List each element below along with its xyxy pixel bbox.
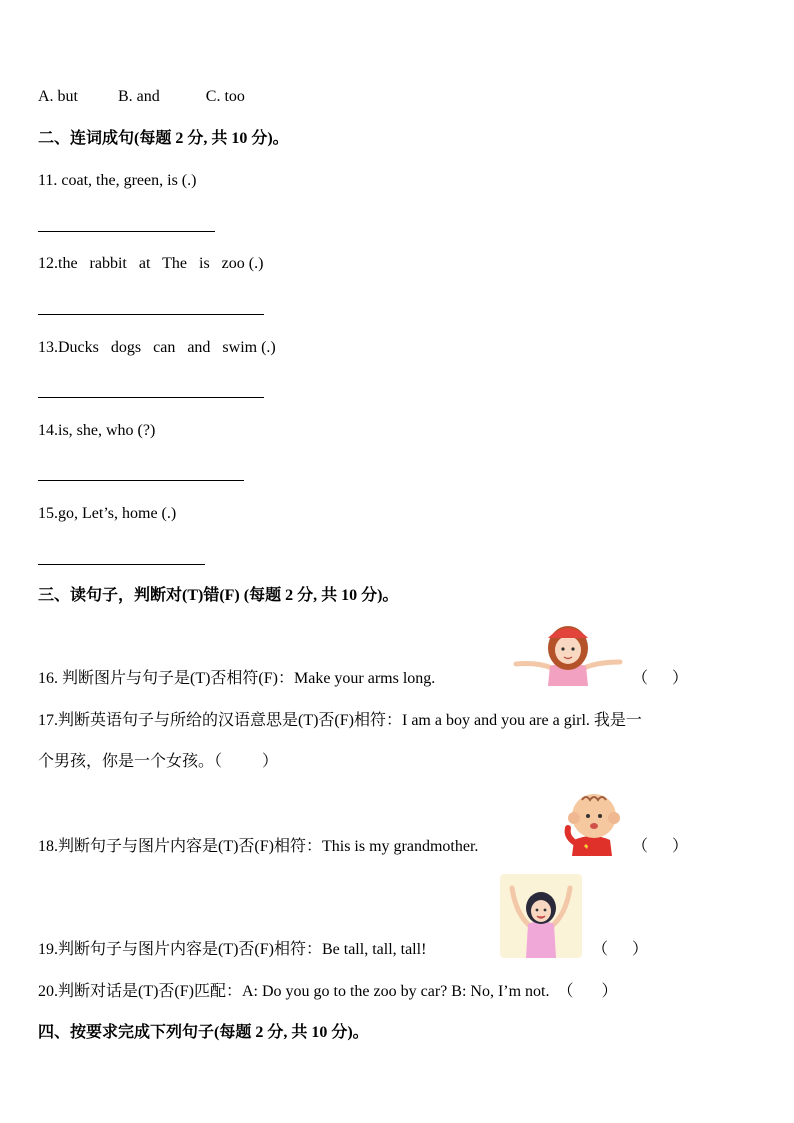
girl-arms-out-icon	[512, 622, 624, 688]
options-line	[38, 86, 245, 108]
option-c: C. too	[205, 88, 245, 105]
question-12: 12.the rabbit at The is zoo (.)	[38, 255, 264, 272]
answer-paren-18[interactable]: （ ）	[632, 838, 689, 855]
girl-arms-up-icon	[500, 874, 582, 958]
answer-blank-17[interactable]	[222, 751, 262, 773]
question-14: 14.is, she, who (?)	[38, 422, 156, 439]
question-19: 19.判断句子与图片内容是(T)否(F)相符：Be tall, tall, tall!	[38, 941, 427, 958]
answer-line-15[interactable]	[38, 564, 205, 565]
question-11: 11. coat, the, green, is (.)	[38, 172, 197, 189]
question-20: 20.判断对话是(T)否(F)匹配：A: Do you go to the zoo by car? B: No, I’m not. （ ）	[38, 983, 618, 1000]
option-a: A. but	[38, 88, 78, 105]
option-b: B. and	[118, 88, 160, 105]
question-18: 18.判断句子与图片内容是(T)否(F)相符：This is my grandmother.	[38, 838, 479, 855]
answer-line-13[interactable]	[38, 397, 264, 398]
answer-paren-19[interactable]: （ ）	[592, 941, 649, 958]
boy-red-shirt-icon	[562, 790, 624, 858]
section-2-heading: 二、连词成句(每题 2 分, 共 10 分)。	[38, 130, 289, 147]
answer-line-14[interactable]	[38, 480, 244, 481]
question-17-line-2: 个男孩，你是一个女孩。（ ）	[38, 751, 278, 773]
answer-line-12[interactable]	[38, 314, 264, 315]
answer-paren-16[interactable]: （ ）	[632, 670, 689, 687]
answer-line-11[interactable]	[38, 231, 215, 232]
section-3-heading: 三、读句子，判断对(T)错(F) (每题 2 分, 共 10 分)。	[38, 587, 399, 604]
question-13: 13.Ducks dogs can and swim (.)	[38, 339, 276, 356]
question-15: 15.go, Let’s, home (.)	[38, 505, 177, 522]
section-4-heading: 四、按要求完成下列句子(每题 2 分, 共 10 分)。	[38, 1024, 369, 1041]
question-16: 16. 判断图片与句子是(T)否相符(F)：Make your arms long.	[38, 670, 436, 687]
answer-paren-20[interactable]: （ ）	[557, 983, 618, 1000]
question-17-line-1: 17.判断英语句子与所给的汉语意思是(T)否(F)相符：I am a boy and you are a girl. 我是一	[38, 712, 642, 729]
